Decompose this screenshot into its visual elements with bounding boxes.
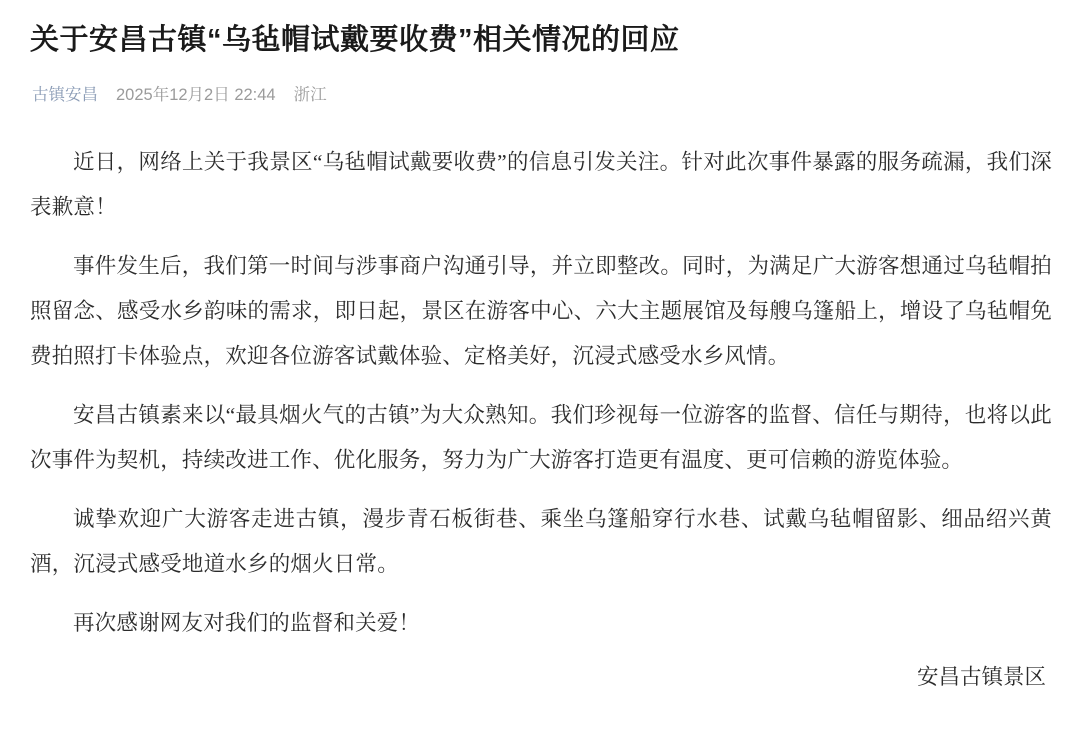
- article-paragraph: 再次感谢网友对我们的监督和关爱！: [73, 611, 421, 635]
- meta-source[interactable]: 古镇安昌: [32, 86, 98, 104]
- page-title: 关于安昌古镇“乌毡帽试戴要收费”相关情况的回应: [30, 24, 680, 56]
- article-meta: [32, 84, 1052, 106]
- article-paragraph: 安昌古镇素来以“最具烟火气的古镇”为大众熟知。我们珍视每一位游客的监督、信任与期待，也将以此次事件为契机，持续改进工作、优化服务，努力为广大游客打造更有温度、更可信赖的游览体验。: [30, 403, 1052, 472]
- article-body: [30, 140, 1052, 646]
- article-signature: 安昌古镇景区: [916, 665, 1046, 689]
- article-paragraph: 近日，网络上关于我景区“乌毡帽试戴要收费”的信息引发关注。针对此次事件暴露的服务疏漏，我们深表歉意！: [30, 150, 1052, 219]
- meta-region: 浙江: [293, 86, 327, 104]
- article-paragraph: 事件发生后，我们第一时间与涉事商户沟通引导，并立即整改。同时，为满足广大游客想通过乌毡帽拍照留念、感受水乡韵味的需求，即日起，景区在游客中心、六大主题展馆及每艘乌篷船上，增设了乌毡帽免费拍照打卡体验点，欢迎各位游客试戴体验、定格美好，沉浸式感受水乡风情。: [30, 254, 1052, 368]
- article-paragraph: 诚挚欢迎广大游客走进古镇，漫步青石板街巷、乘坐乌篷船穿行水巷、试戴乌毡帽留影、细品绍兴黄酒，沉浸式感受地道水乡的烟火日常。: [30, 507, 1052, 576]
- meta-date: 2025年12月2日 22:44: [116, 86, 276, 104]
